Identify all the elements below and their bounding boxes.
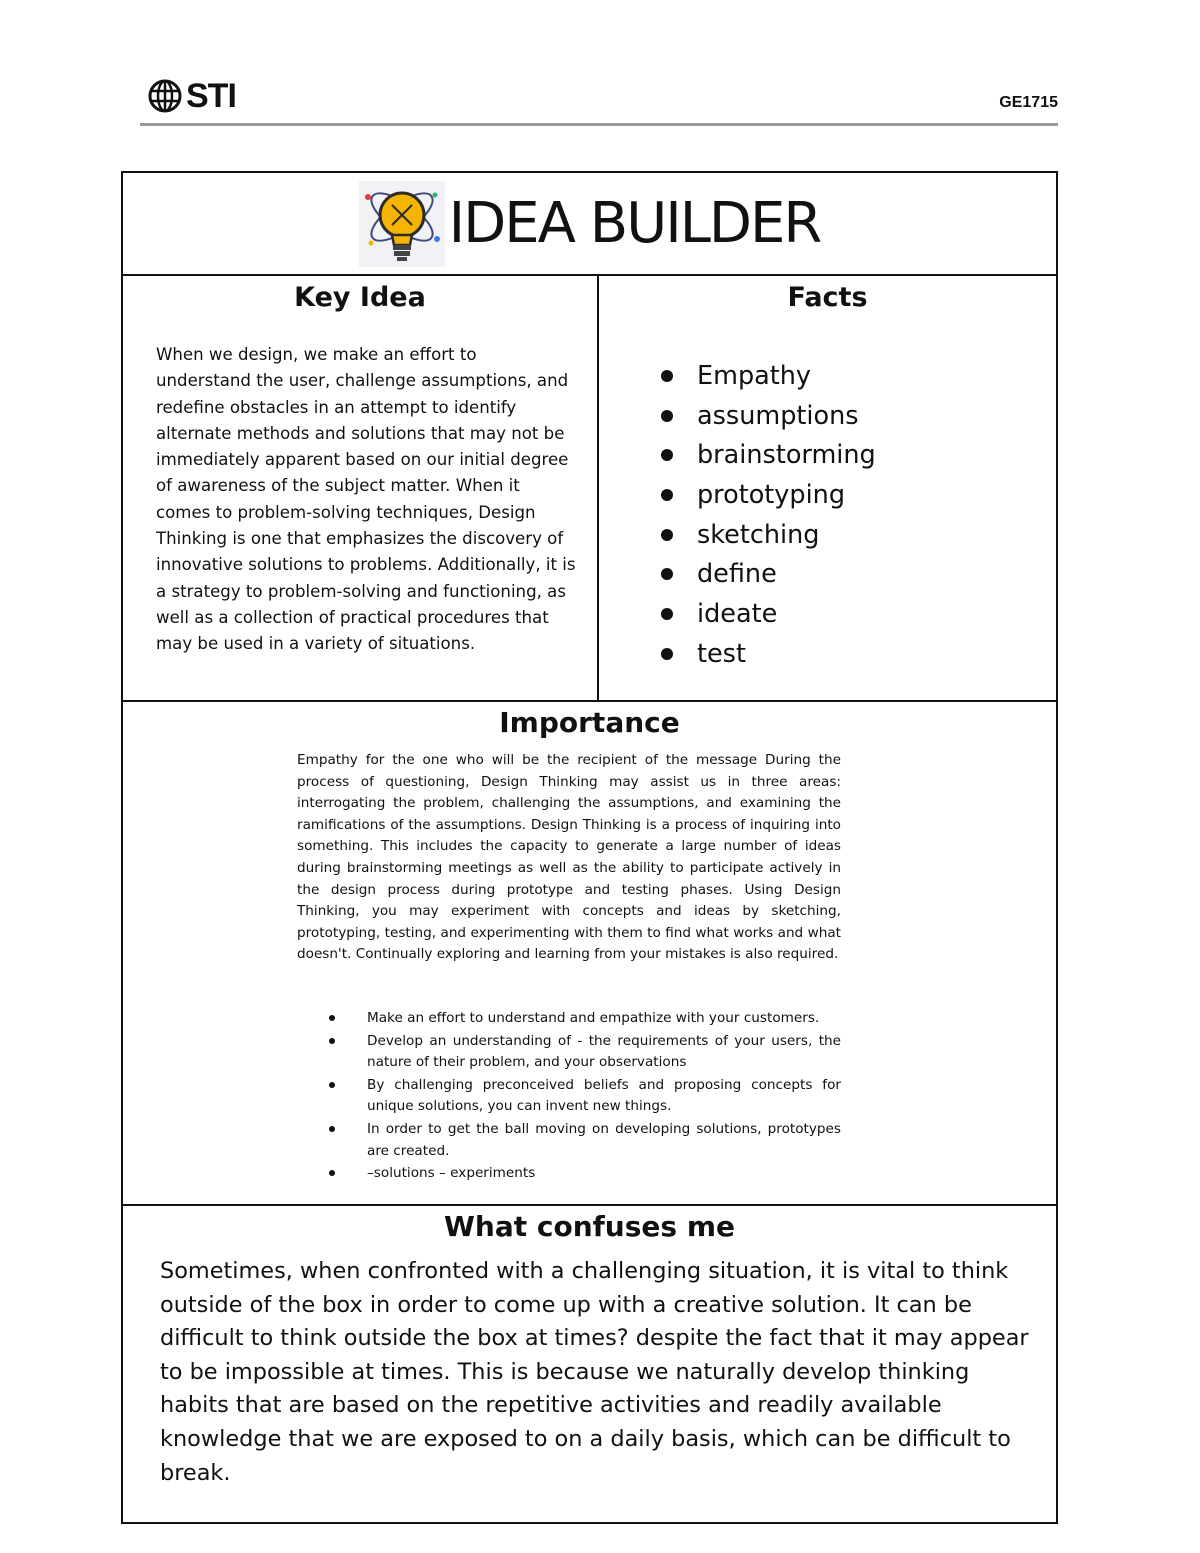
bullet-icon (329, 1170, 335, 1176)
facts-heading: Facts (787, 282, 868, 313)
fact-label: assumptions (697, 400, 859, 431)
list-item (329, 1008, 841, 1030)
lightbulb-icon (359, 181, 445, 267)
bullet-icon (329, 1038, 335, 1044)
list-item (661, 554, 876, 594)
facts-cell (599, 276, 1056, 700)
list-item (661, 515, 876, 555)
importance-bullet-text: –solutions – experiments (367, 1165, 536, 1182)
key-idea-cell (123, 276, 599, 700)
list-item (661, 594, 876, 634)
page-header (140, 70, 1058, 126)
list-item (661, 396, 876, 436)
globe-icon (148, 79, 182, 113)
bullet-icon (661, 608, 673, 620)
list-item (329, 1119, 841, 1162)
list-item (661, 634, 876, 674)
list-item (661, 475, 876, 515)
list-item (661, 356, 876, 396)
title-row (123, 173, 1056, 276)
fact-label: prototyping (697, 479, 846, 510)
importance-bullet-text: By challenging preconceived beliefs and proposing concepts for unique solutions, you can invent new things. (367, 1076, 841, 1115)
facts-list (661, 356, 876, 674)
fact-label: test (697, 638, 746, 669)
list-item (329, 1163, 841, 1185)
fact-label: define (697, 559, 777, 590)
list-item (329, 1031, 841, 1074)
bullet-icon (661, 568, 673, 580)
list-item (661, 435, 876, 475)
sti-logo (148, 76, 236, 116)
importance-text: Empathy for the one who will be the recipient of the message During the process of questioning, Design Thinking may assist us in three areas: interrogating the problem, challenging the assumptions, and examining the ramifications of the assumptions. Design Thinking is a process of inquiring into something. This includes the capacity to generate a large number of ideas during brainstorming meetings as well as the ability to participate actively in the design process during prototype and testing phases. Using Design Thinking, you may experiment with concepts and ideas by sketching, prototyping, testing, and experimenting with them to find what works and what doesn't. Continually exploring and learning from your mistakes is also required. (297, 752, 841, 963)
bullet-icon (329, 1015, 335, 1021)
header-divider (140, 123, 1058, 126)
importance-bullet-text: In order to get the ball moving on developing solutions, prototypes are created. (367, 1120, 841, 1159)
bullet-icon (661, 449, 673, 461)
bullet-icon (661, 648, 673, 660)
page-title: IDEA BUILDER (448, 191, 821, 256)
logo-text: STI (186, 76, 236, 115)
key-idea-heading: Key Idea (294, 282, 426, 313)
fact-label: brainstorming (697, 440, 876, 471)
bullet-icon (661, 370, 673, 382)
key-facts-row (123, 276, 1056, 702)
idea-builder-table (121, 171, 1058, 1524)
confuses-row (123, 1206, 1056, 1524)
importance-list (329, 1008, 841, 1186)
bullet-icon (661, 410, 673, 422)
key-idea-text: When we design, we make an effort to understand the user, challenge assumptions, and redefine obstacles in an attempt to identify alternate methods and solutions that may not be immediately apparent based on our initial degree of awareness of the subject matter. When it comes to problem-solving techniques, Design Thinking is one that emphasizes the discovery of innovative solutions to problems. Additionally, it is a strategy to problem-solving and functioning, as well as a collection of practical procedures that may be used in a variety of situations. (156, 345, 576, 654)
list-item (329, 1075, 841, 1118)
document-code: GE1715 (999, 94, 1058, 111)
fact-label: sketching (697, 519, 820, 550)
importance-row (123, 702, 1056, 1206)
bullet-icon (329, 1082, 335, 1088)
importance-bullet-text: Develop an understanding of - the requirements of your users, the nature of their problem, and your observations (367, 1032, 841, 1071)
bullet-icon (329, 1126, 335, 1132)
importance-bullet-text: Make an effort to understand and empathize with your customers. (367, 1010, 820, 1026)
bullet-icon (661, 529, 673, 541)
bullet-icon (661, 489, 673, 501)
confuses-heading: What confuses me (444, 1210, 735, 1243)
confuses-text: Sometimes, when confronted with a challenging situation, it is vital to think outside of the box in order to come up with a creative solution. It can be difficult to think outside the box at times? despite the fact that it may appear to be impossible at times. This is because we naturally develop thinking habits that are based on the repetitive activities and readily available knowledge that we are exposed to on a daily basis, which can be difficult to break. (160, 1258, 1029, 1486)
fact-label: ideate (697, 598, 778, 629)
importance-heading: Importance (499, 706, 680, 739)
fact-label: Empathy (697, 360, 812, 391)
